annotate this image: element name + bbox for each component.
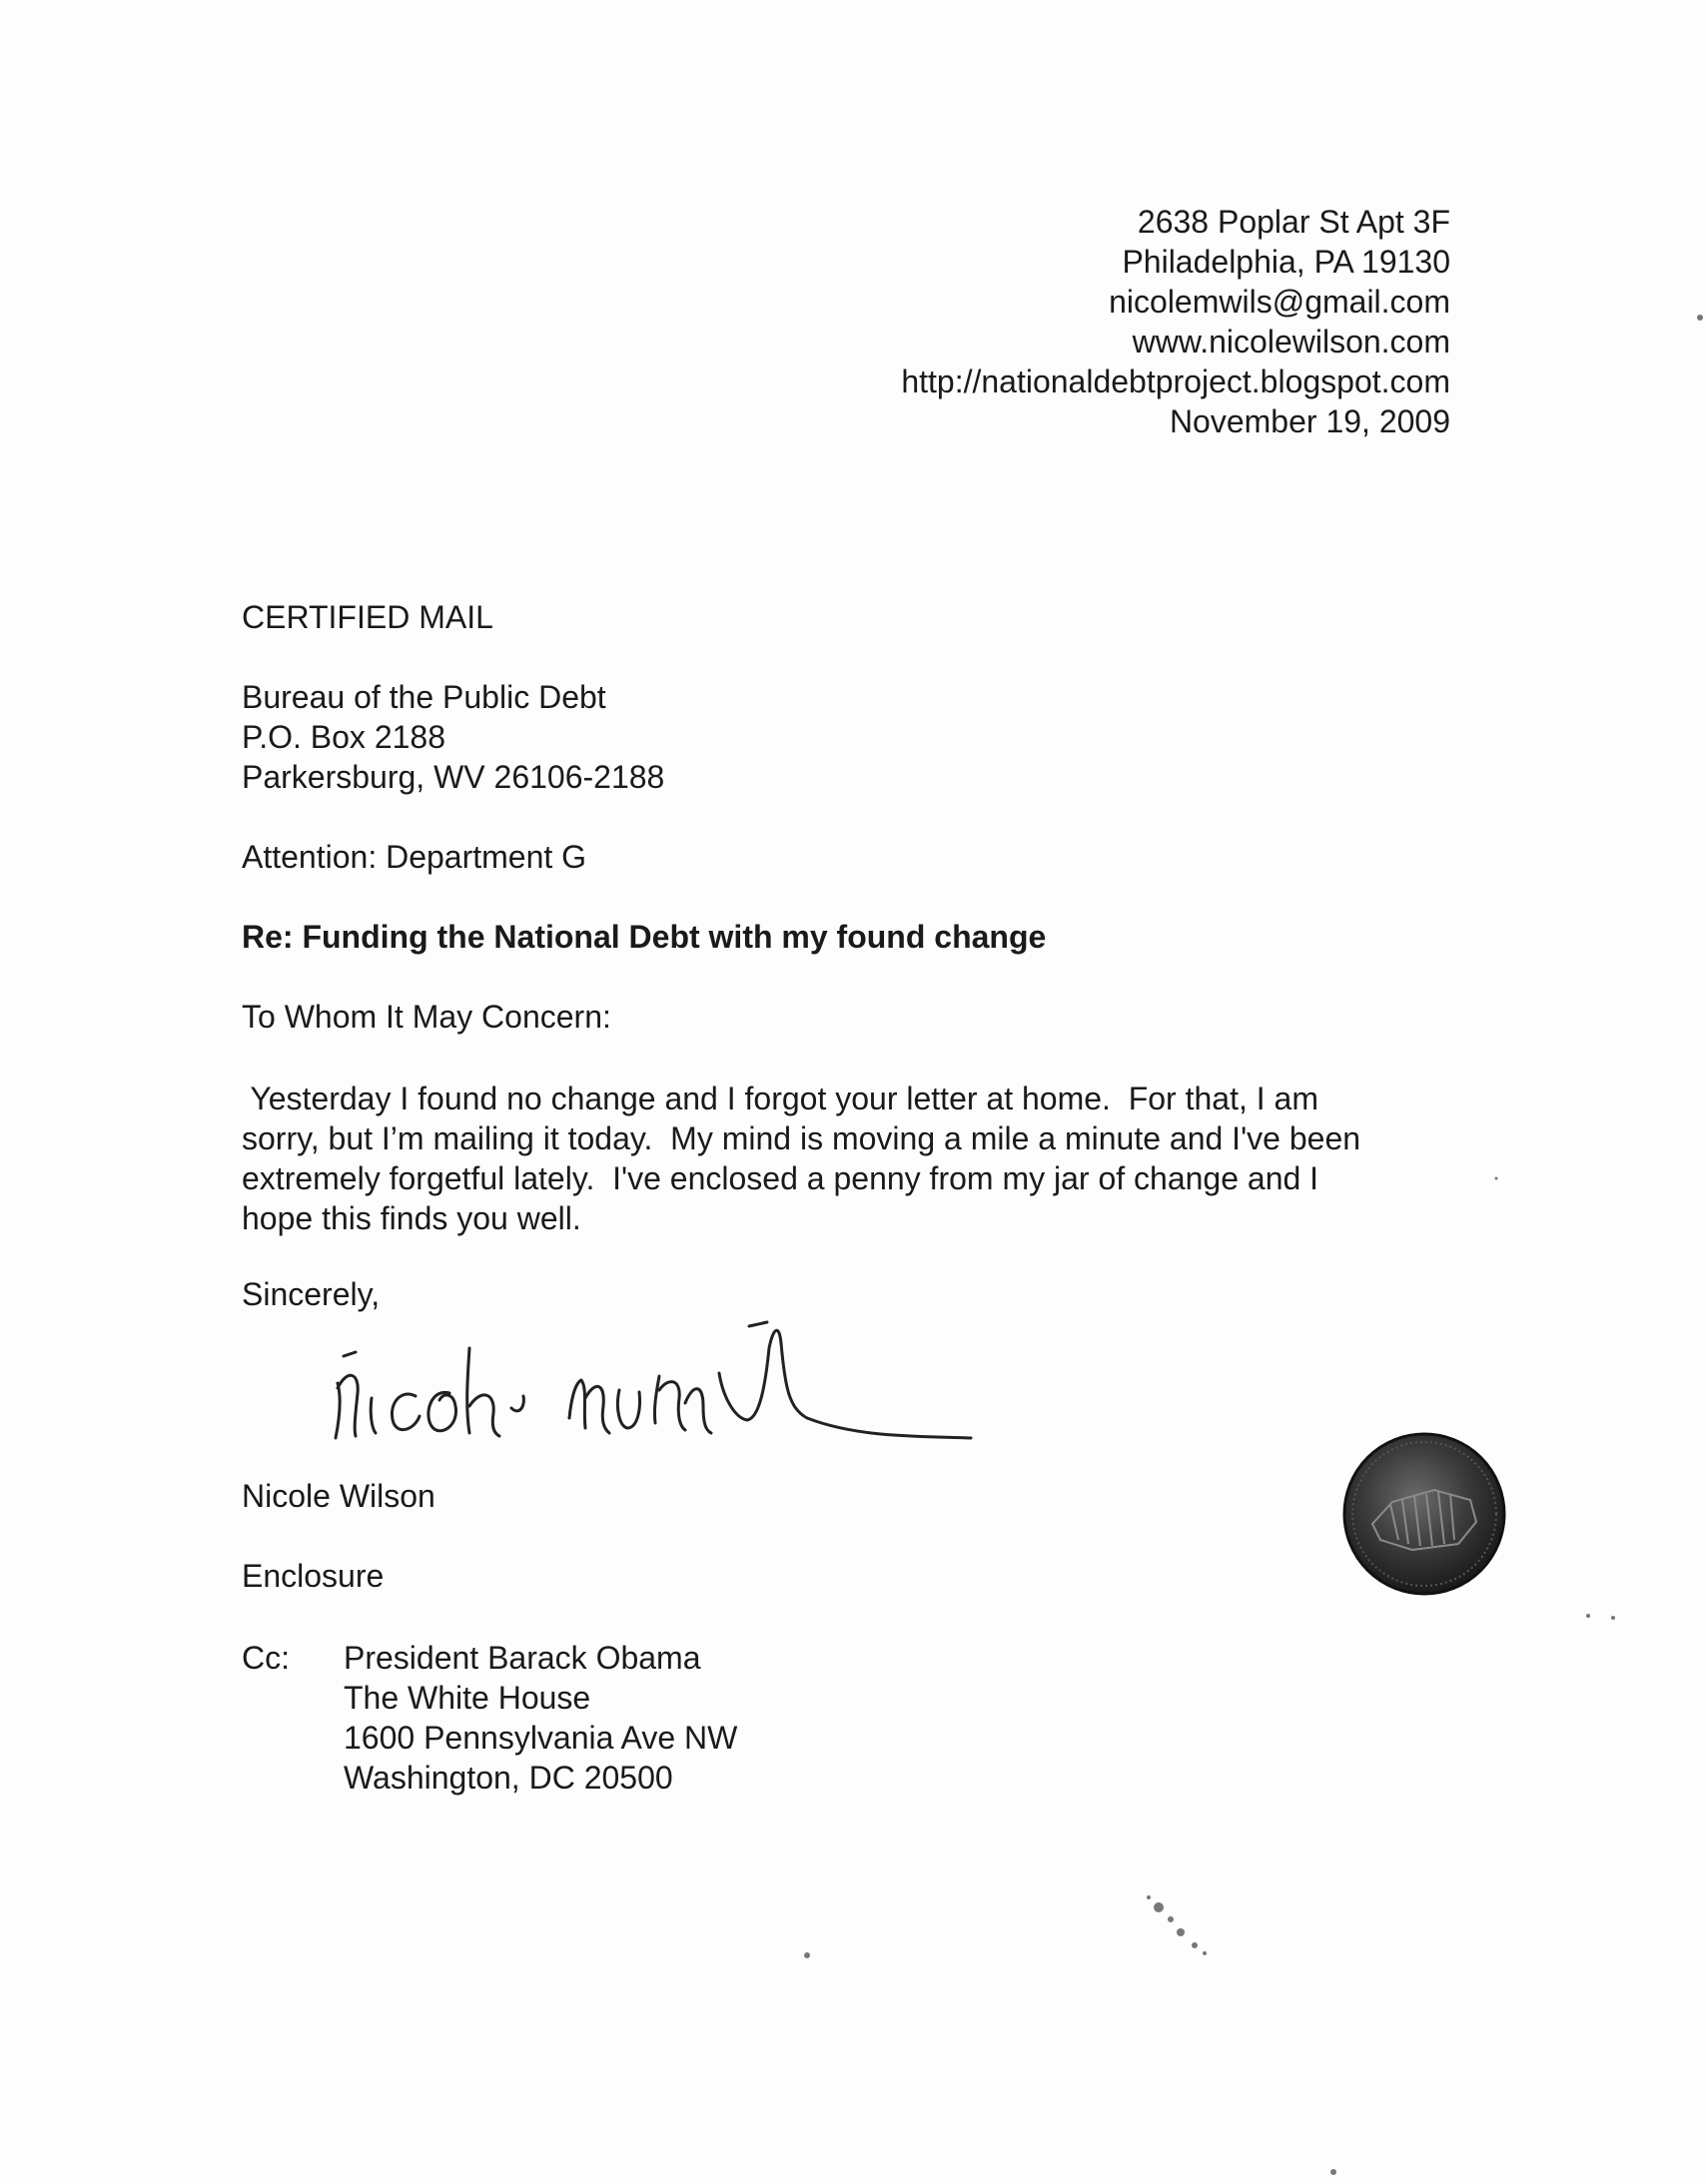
sender-email: nicolemwils@gmail.com	[1109, 284, 1450, 320]
sender-blog: http://nationaldebtproject.blogspot.com	[901, 364, 1450, 399]
letter-body	[242, 1079, 1470, 1238]
body-line: extremely forgetful lately. I've enclosed a penny from my jar of change and I	[242, 1160, 1319, 1196]
cc-address	[344, 1638, 737, 1798]
salutation: To Whom It May Concern:	[242, 999, 611, 1035]
subject-line: Re: Funding the National Debt with my found change	[242, 919, 1047, 955]
sender-city-line: Philadelphia, PA 19130	[1122, 244, 1450, 280]
sender-street: 2638 Poplar St Apt 3F	[1137, 204, 1450, 240]
cc-label: Cc:	[242, 1640, 290, 1676]
cc-line: 1600 Pennsylvania Ave NW	[344, 1720, 738, 1756]
sender-website: www.nicolewilson.com	[1132, 324, 1450, 360]
recipient-name: Bureau of the Public Debt	[242, 679, 606, 715]
body-line: hope this finds you well.	[242, 1200, 581, 1236]
penny-coin-image	[1342, 1432, 1506, 1596]
signer-name: Nicole Wilson	[242, 1478, 435, 1514]
cc-block	[242, 1638, 737, 1798]
cc-line: The White House	[344, 1680, 591, 1716]
cc-line: Washington, DC 20500	[344, 1760, 673, 1796]
delivery-method: CERTIFIED MAIL	[242, 599, 493, 635]
recipient-address-block	[242, 677, 664, 797]
cc-line: President Barack Obama	[344, 1640, 701, 1676]
body-line: Yesterday I found no change and I forgot your letter at home. For that, I am	[242, 1081, 1318, 1116]
attention-line: Attention: Department G	[242, 839, 587, 875]
letter-date: November 19, 2009	[1169, 403, 1450, 439]
enclosure-note: Enclosure	[242, 1558, 385, 1594]
recipient-box: P.O. Box 2188	[242, 719, 445, 755]
body-line: sorry, but I’m mailing it today. My mind is moving a mile a minute and I've been	[242, 1120, 1361, 1156]
recipient-city-line: Parkersburg, WV 26106-2188	[242, 759, 665, 795]
sender-address-block	[901, 202, 1450, 441]
handwritten-signature	[320, 1288, 999, 1468]
closing: Sincerely,	[242, 1276, 381, 1312]
